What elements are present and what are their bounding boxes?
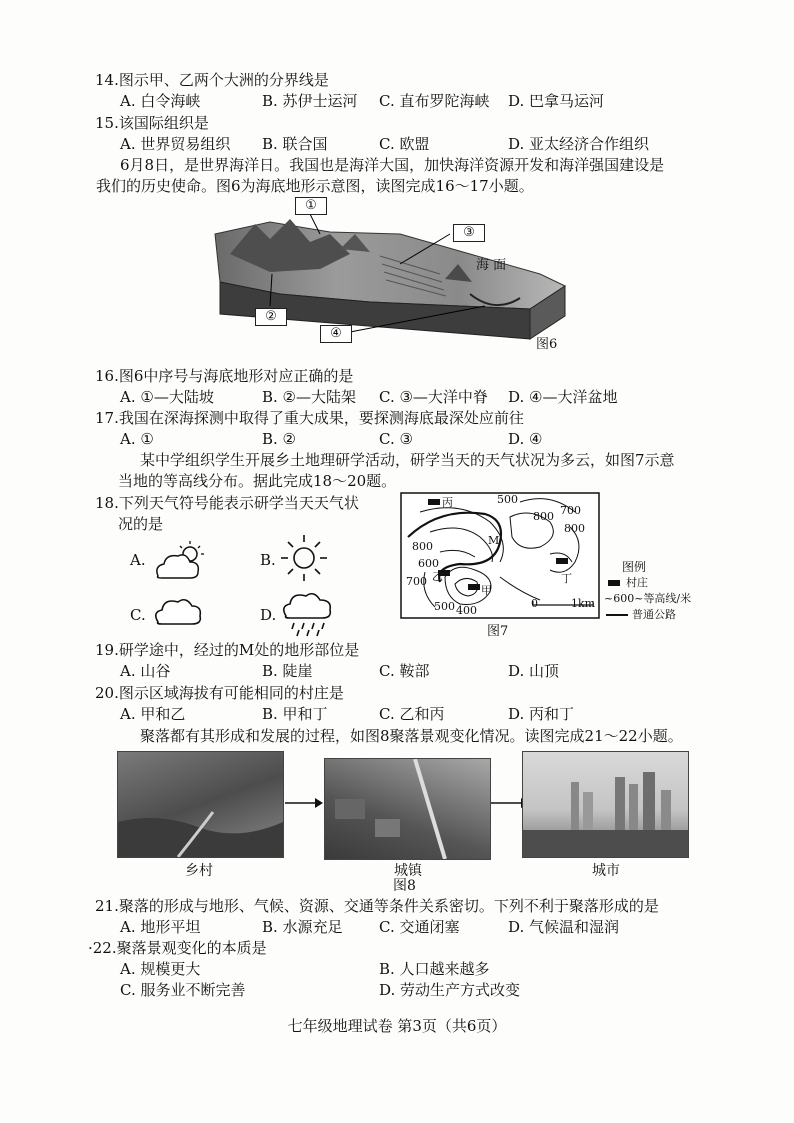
- question-18-stem-line-2: 况的是: [118, 515, 164, 533]
- fig7-village-yi: 乙: [432, 570, 443, 583]
- q14-option-a[interactable]: A. 白令海峡: [120, 92, 201, 110]
- question-18-stem-line-1: 18.下列天气符号能表示研学当天天气状: [95, 494, 359, 512]
- q21-option-b[interactable]: B. 水源充足: [262, 918, 343, 936]
- question-17-stem: 17.我国在深海探测中取得了重大成果，要探测海底最深处应前往: [95, 409, 524, 427]
- q16-option-c[interactable]: C. ③—大洋中脊: [379, 388, 488, 406]
- question-15-stem: 15.该国际组织是: [95, 114, 209, 132]
- legend-contour-dash-2: ~: [634, 592, 644, 605]
- fig7-village-bing: 丙: [442, 496, 453, 509]
- cloudy-icon: [150, 592, 206, 628]
- q19-option-a[interactable]: A. 山谷: [120, 662, 171, 680]
- fig7-village-jia: 甲: [481, 584, 492, 597]
- question-19-stem: 19.研学途中，经过的M处的地形部位是: [95, 641, 360, 659]
- intro-18-line-1: 某中学组织学生开展乡土地理研学活动，研学当天的天气状况为多云，如图7示意: [140, 451, 675, 469]
- fig8-village-photo: [117, 751, 284, 858]
- q20-option-d[interactable]: D. 丙和丁: [508, 705, 575, 723]
- q19-option-d[interactable]: D. 山顶: [508, 662, 560, 680]
- q17-option-a[interactable]: A. ①: [120, 430, 154, 448]
- fig7-contour-600: 600: [418, 557, 439, 570]
- fig7-legend-title: 图例: [622, 560, 647, 574]
- q18-option-a[interactable]: A.: [130, 551, 146, 569]
- page-footer: 七年级地理试卷 第3页（共6页）: [287, 1017, 507, 1035]
- legend-village-swatch: [608, 580, 620, 586]
- fig7-contour-700-right: 700: [560, 504, 581, 517]
- fig6-sea-surface-label: 海 面: [476, 258, 507, 273]
- fig8-caption: 图8: [393, 878, 416, 894]
- fig7-contour-800-left: 800: [412, 540, 433, 553]
- q16-option-d[interactable]: D. ④—大洋盆地: [508, 388, 618, 406]
- q22-option-b[interactable]: B. 人口越来越多: [379, 960, 490, 978]
- question-20-stem: 20.图示区域海拔有可能相同的村庄是: [95, 684, 344, 702]
- fig7-contour-800-right: 800: [564, 522, 585, 535]
- legend-village-label: 村庄: [626, 576, 648, 589]
- figure-6-seabed: [210, 194, 580, 354]
- q22-option-a[interactable]: A. 规模更大: [120, 960, 201, 978]
- q14-option-d[interactable]: D. 巴拿马运河: [508, 92, 605, 110]
- fig6-caption: 图6: [536, 337, 558, 352]
- q17-option-b[interactable]: B. ②: [262, 430, 297, 448]
- fig7-contour-800-top: 800: [533, 510, 554, 523]
- q20-option-c[interactable]: C. 乙和丙: [379, 705, 445, 723]
- q22-option-d[interactable]: D. 劳动生产方式改变: [379, 981, 521, 999]
- q15-option-d[interactable]: D. 亚太经济合作组织: [508, 135, 650, 153]
- sunny-icon: [278, 532, 330, 584]
- q16-option-a[interactable]: A. ①—大陆坡: [120, 388, 214, 406]
- q20-option-b[interactable]: B. 甲和丁: [262, 705, 328, 723]
- fig7-point-m: M: [488, 534, 500, 547]
- fig7-contour-500-bottom: 500: [434, 600, 455, 613]
- fig7-legend-contour: [604, 590, 691, 606]
- q14-option-c[interactable]: C. 直布罗陀海峡: [379, 92, 490, 110]
- q22-option-c[interactable]: C. 服务业不断完善: [120, 981, 246, 999]
- q14-option-b[interactable]: B. 苏伊士运河: [262, 92, 358, 110]
- fig8-label-village: 乡村: [185, 863, 213, 879]
- fig8-label-city: 城市: [592, 863, 620, 879]
- q21-option-d[interactable]: D. 气候温和湿润: [508, 918, 620, 936]
- q19-option-b[interactable]: B. 陡崖: [262, 662, 313, 680]
- fig7-contour-700-left: 700: [406, 575, 427, 588]
- village-ding-marker: [556, 558, 568, 564]
- q18-option-d[interactable]: D.: [260, 606, 277, 624]
- fig7-legend-road: [606, 606, 676, 622]
- rain-icon: [278, 588, 338, 638]
- q17-option-d[interactable]: D. ④: [508, 430, 543, 448]
- fig7-scale-zero: 0: [531, 597, 538, 610]
- intro-16-line-1: 6月8日，是世界海洋日。我国也是海洋大国，加快海洋资源开发和海洋强国建设是: [120, 156, 665, 174]
- q17-option-c[interactable]: C. ③: [379, 430, 413, 448]
- village-bing-marker: [428, 499, 440, 505]
- q21-option-a[interactable]: A. 地形平坦: [120, 918, 201, 936]
- legend-road-label: 普通公路: [632, 608, 676, 621]
- legend-contour-dash: ~: [604, 592, 614, 605]
- intro-16-line-2: 我们的历史使命。图6为海底地形示意图，读图完成16～17小题。: [96, 177, 534, 195]
- q18-option-c[interactable]: C.: [130, 606, 146, 624]
- fig8-town-photo: [324, 758, 491, 860]
- fig7-caption: 图7: [487, 624, 509, 639]
- intro-21: 聚落都有其形成和发展的过程，如图8聚落景观变化情况。读图完成21～22小题。: [140, 727, 683, 745]
- fig6-label-1: ①: [295, 197, 327, 215]
- fig7-scale-1km: 1km: [571, 597, 596, 610]
- q18-option-b[interactable]: B.: [260, 551, 276, 569]
- arrow-right-icon-1: [283, 796, 323, 810]
- village-jia-marker: [468, 584, 480, 590]
- fig7-contour-400: 400: [456, 604, 477, 617]
- q15-option-b[interactable]: B. 联合国: [262, 135, 328, 153]
- q19-option-c[interactable]: C. 鞍部: [379, 662, 430, 680]
- fig8-city-photo: [522, 751, 689, 858]
- fig8-label-town: 城镇: [394, 863, 422, 879]
- question-21-stem: 21.聚落的形成与地形、气候、资源、交通等条件关系密切。下列不利于聚落形成的是: [95, 897, 659, 915]
- legend-contour-label: 等高线/米: [643, 592, 692, 605]
- partly-cloudy-icon: [150, 538, 210, 583]
- question-16-stem: 16.图6中序号与海底地形对应正确的是: [95, 367, 354, 385]
- legend-road-swatch: [606, 614, 628, 616]
- q15-option-c[interactable]: C. 欧盟: [379, 135, 430, 153]
- fig7-legend-village: [608, 574, 648, 590]
- fig7-contour-500-top: 500: [497, 493, 518, 506]
- q21-option-c[interactable]: C. 交通闭塞: [379, 918, 460, 936]
- fig6-label-3: ③: [453, 224, 485, 242]
- question-14-stem: 14.图示甲、乙两个大洲的分界线是: [95, 71, 329, 89]
- legend-contour-value: 600: [613, 592, 635, 605]
- fig7-village-ding: 丁: [561, 572, 572, 585]
- q15-option-a[interactable]: A. 世界贸易组织: [120, 135, 231, 153]
- question-22-stem: ·22.聚落景观变化的本质是: [88, 939, 267, 957]
- fig6-label-2: ②: [255, 308, 287, 326]
- q16-option-b[interactable]: B. ②—大陆架: [262, 388, 357, 406]
- q20-option-a[interactable]: A. 甲和乙: [120, 705, 186, 723]
- fig6-label-4: ④: [320, 325, 352, 343]
- intro-18-line-2: 当地的等高线分布。据此完成18～20题。: [118, 472, 397, 490]
